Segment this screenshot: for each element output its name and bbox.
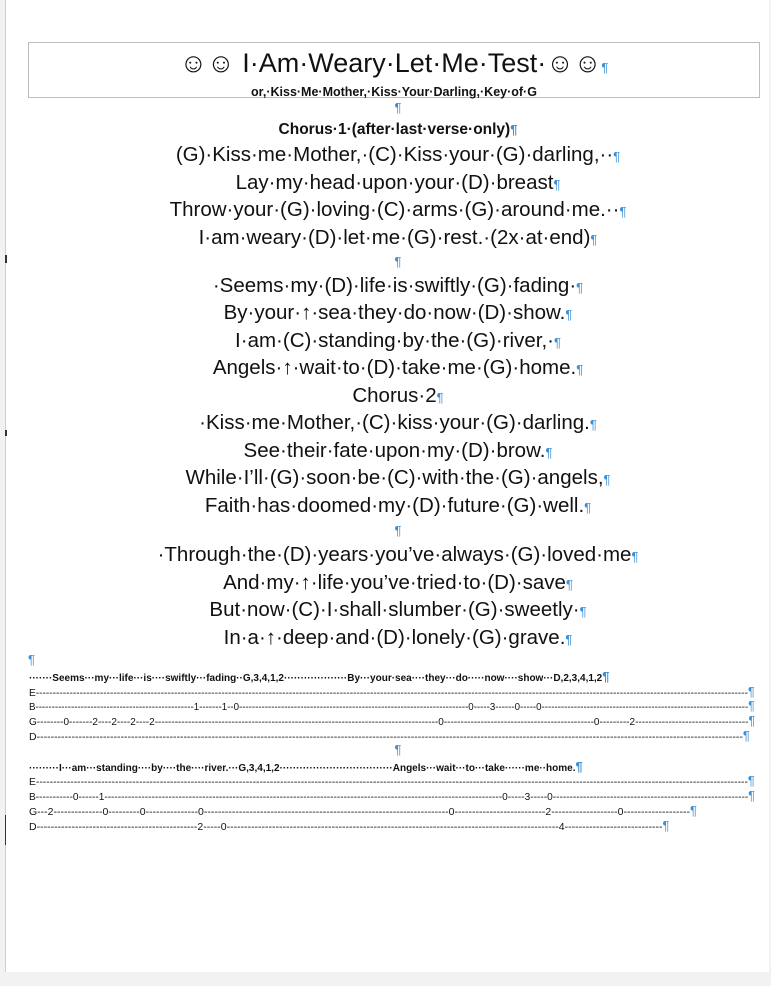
tab-string-g[interactable]: G--------0-------2----2----2----2-------------------------------------------------------------------------------------0---------------------------------------------0---------2----------------------------------¶ xyxy=(29,713,756,728)
lyric-line[interactable]: Lay·my·head·upon·your·(D)·breast¶ xyxy=(235,171,561,194)
title-frame xyxy=(28,42,760,98)
song-title[interactable]: ☺☺ I·Am·Weary·Let·Me·Test·☺☺¶ xyxy=(179,48,609,78)
chorus-1-heading[interactable]: Chorus·1·(after·last·verse·only)¶ xyxy=(278,121,518,138)
lyric-line[interactable]: I·am·weary·(D)·let·me·(G)·rest.·(2x·at·end)¶ xyxy=(198,226,598,249)
tab-string-b[interactable]: B-------------------------------------------------1-------1--0-----------------------------------------------------------------------0-----3------0-----0----------------------------------------------------------------¶ xyxy=(29,698,755,713)
tab-string-g[interactable]: G---2--------------0---------0---------------0----------------------------------------------------------------------0--------------------------2-------------------0-------------------¶ xyxy=(29,803,697,818)
margin-marker xyxy=(5,815,6,845)
lyric-line[interactable]: But·now·(C)·I·shall·slumber·(G)·sweetly·¶ xyxy=(209,598,587,621)
lyric-line[interactable]: Angels·↑·wait·to·(D)·take·me·(G)·home.¶ xyxy=(212,356,584,379)
chorus-2-heading[interactable]: Chorus·2¶ xyxy=(352,384,444,407)
tab-string-d[interactable]: D----------------------------------------------2-----0-----------------------------------------------------------------------------------------------4----------------------------¶ xyxy=(29,818,670,833)
lyric-line[interactable]: I·am·(C)·standing·by·the·(G)·river,·¶ xyxy=(235,329,561,352)
tab-string-e[interactable]: E---------------------------------------------------------------------------------------------------------------------------------------------------------------------------------------------------------------¶ xyxy=(29,773,755,788)
tab-string-e[interactable]: E-------------------------------------------------------------------------------------------------------------------------------------------------------------------------------------------------------------------¶ xyxy=(29,684,755,699)
paragraph-mark: ¶ xyxy=(394,100,402,115)
tab-lyric-line[interactable]: ·········I···am···standing····by····the····river.···G,3,4,1,2··································Angels···wait···to···take······me··home.¶ xyxy=(29,759,583,774)
lyric-line[interactable]: See·their·fate·upon·my·(D)·brow.¶ xyxy=(243,439,553,462)
song-subtitle[interactable]: or,·Kiss·Me·Mother,·Kiss·Your·Darling,·Key·of·G xyxy=(251,85,537,99)
paragraph-mark: ¶ xyxy=(394,742,402,757)
lyric-line[interactable]: ·Seems·my·(D)·life·is·swiftly·(G)·fading·¶ xyxy=(212,274,584,297)
lyric-line[interactable]: Faith·has·doomed·my·(D)·future·(G)·well.¶ xyxy=(204,494,592,517)
paragraph-mark: ¶ xyxy=(394,254,402,269)
paragraph-mark: ¶ xyxy=(28,652,35,667)
lyric-line[interactable]: Throw·your·(G)·loving·(C)·arms·(G)·around·me.··¶ xyxy=(169,198,627,221)
lyric-line[interactable]: (G)·Kiss·me·Mother,·(C)·Kiss·your·(G)·darling,··¶ xyxy=(175,143,621,166)
lyric-line[interactable]: ·Kiss·me·Mother,·(C)·kiss·your·(G)·darling.¶ xyxy=(199,411,597,434)
lyric-line[interactable]: By·your·↑·sea·they·do·now·(D)·show.¶ xyxy=(223,301,573,324)
tab-string-b[interactable]: B-----------0------1----------------------------------------------------------------------------------------------------------------------0-----3-----0----------------------------------------------------------¶ xyxy=(29,788,755,803)
lyric-line[interactable]: And·my·↑·life·you’ve·tried·to·(D)·save¶ xyxy=(223,571,573,594)
tab-lyric-line[interactable]: ·······Seems···my···life···is····swiftly···fading··G,3,4,1,2···················By···your·sea····they···do·····now····show···D,2,3,4,1,2¶ xyxy=(29,669,610,684)
document-page xyxy=(5,0,769,972)
lyric-line[interactable]: While·I’ll·(G)·soon·be·(C)·with·the·(G)·angels,¶ xyxy=(185,466,611,489)
tab-string-d[interactable]: D----------------------------------------------------------------------------------------------------------------------------------------------------------------------------------------------------------¶ xyxy=(29,728,750,743)
paragraph-mark: ¶ xyxy=(394,523,402,538)
lyric-line[interactable]: In·a·↑·deep·and·(D)·lonely·(G)·grave.¶ xyxy=(223,626,573,649)
lyric-line[interactable]: ·Through·the·(D)·years·you’ve·always·(G)·loved·me¶ xyxy=(157,543,639,566)
